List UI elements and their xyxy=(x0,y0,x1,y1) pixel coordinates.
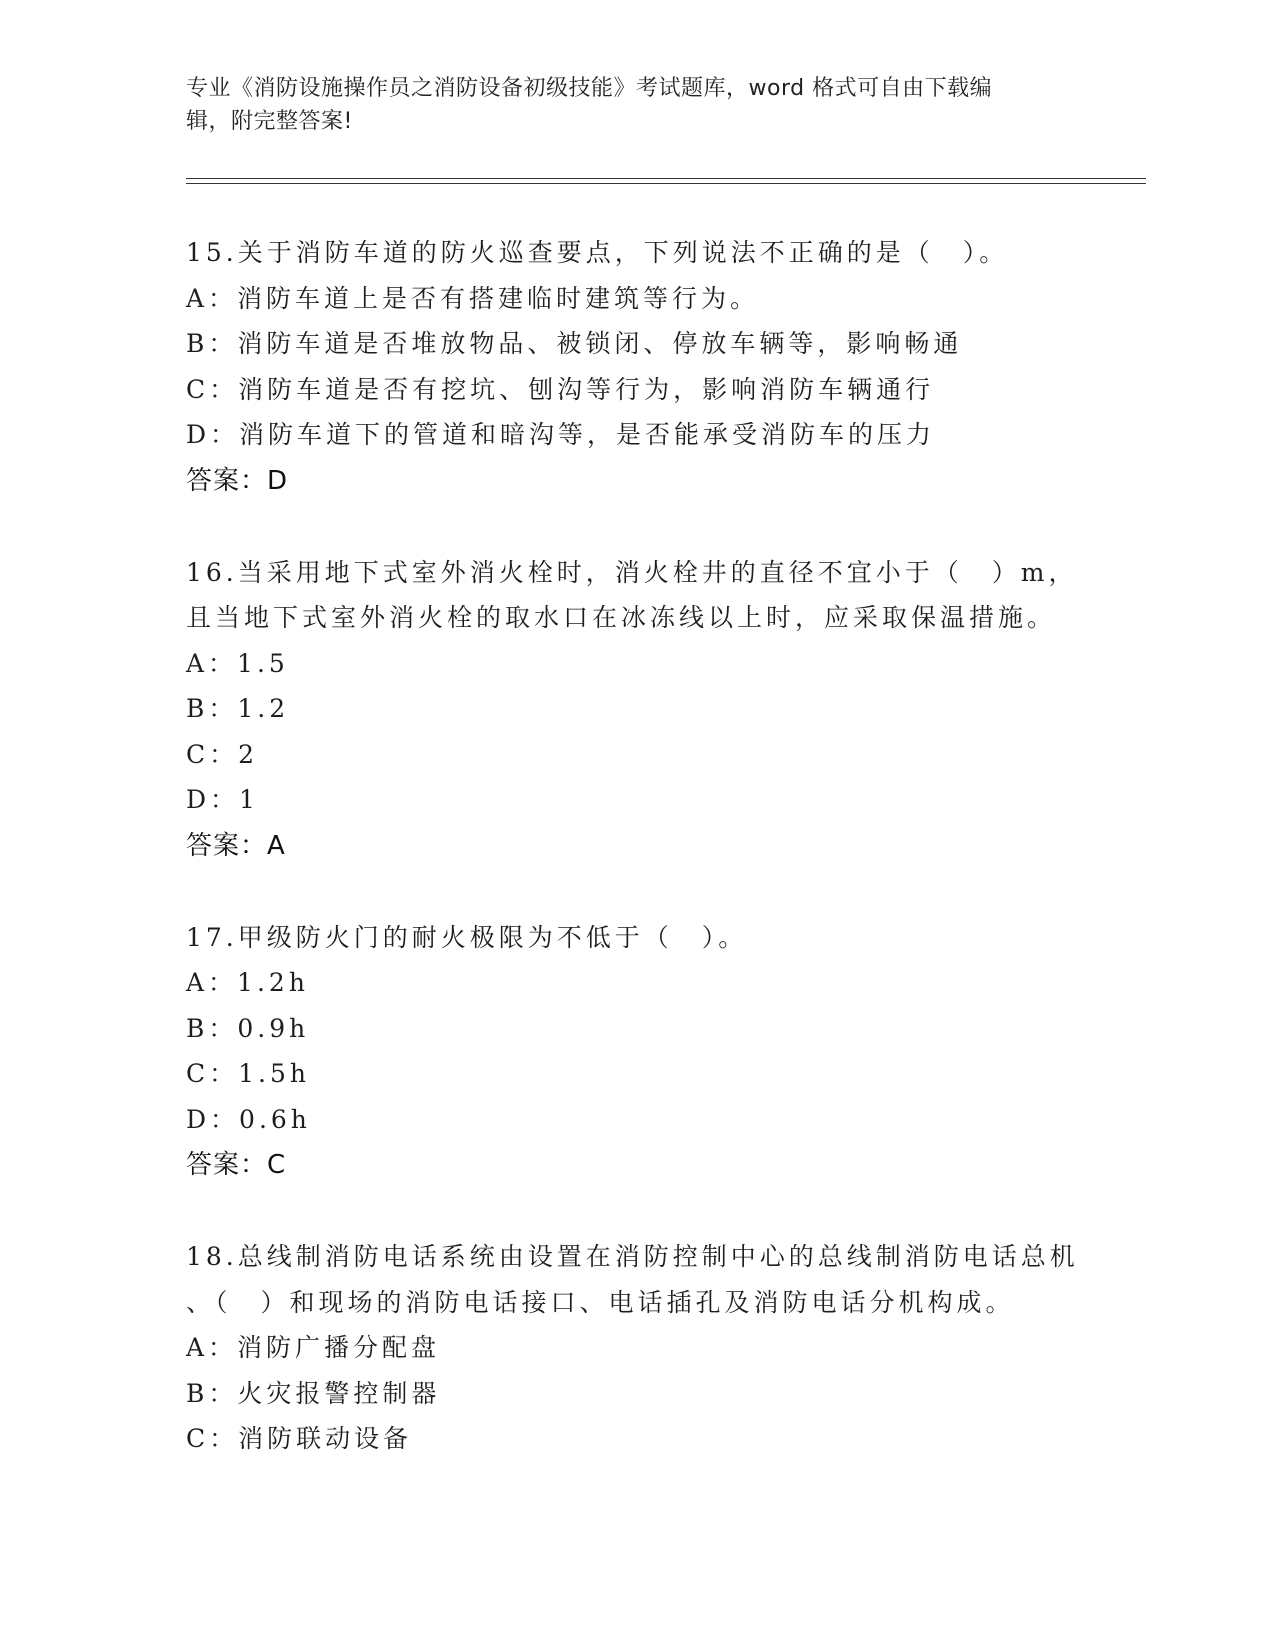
page-header xyxy=(186,72,1086,138)
answer: 答案：A xyxy=(186,830,286,861)
option-d: D：0.6h xyxy=(186,1104,311,1134)
header-line-1: 专业《消防设施操作员之消防设备初级技能》考试题库，word 格式可自由下载编 xyxy=(186,76,993,101)
option-a: A：1.5 xyxy=(186,648,289,678)
question-18 xyxy=(186,1234,1106,1462)
question-stem: 15.关于消防车道的防火巡查要点，下列说法不正确的是（ ）。 xyxy=(186,238,1009,267)
option-c: C：消防车道是否有挖坑、刨沟等行为，影响消防车辆通行 xyxy=(186,374,935,404)
answer: 答案：C xyxy=(186,1150,287,1180)
option-b: B：0.9h xyxy=(186,1013,310,1043)
header-divider-bottom xyxy=(186,183,1146,184)
option-b: B：火灾报警控制器 xyxy=(186,1378,441,1408)
header-divider-top xyxy=(186,178,1146,179)
option-c: C：消防联动设备 xyxy=(186,1424,413,1453)
question-stem: 18.总线制消防电话系统由设置在消防控制中心的总线制消防电话总机 xyxy=(186,1242,1079,1271)
answer: 答案：D xyxy=(186,465,289,496)
question-15 xyxy=(186,230,1106,504)
option-b: B：消防车道是否堆放物品、被锁闭、停放车辆等，影响畅通 xyxy=(186,329,963,358)
option-b: B：1.2 xyxy=(186,694,290,723)
header-line-2: 辑，附完整答案! xyxy=(186,109,353,134)
option-d: D：1 xyxy=(186,785,259,814)
option-c: C：1.5h xyxy=(186,1059,310,1088)
question-list xyxy=(186,230,1106,1508)
question-16 xyxy=(186,550,1106,869)
question-stem: 16.当采用地下式室外消火栓时，消火栓井的直径不宜小于（ ）m， xyxy=(186,557,1078,587)
option-a: A：消防广播分配盘 xyxy=(186,1333,441,1362)
option-c: C：2 xyxy=(186,739,259,769)
option-a: A：消防车道上是否有搭建临时建筑等行为。 xyxy=(186,283,760,313)
question-17 xyxy=(186,915,1106,1189)
question-stem: 17.甲级防火门的耐火极限为不低于（ ）。 xyxy=(186,922,748,952)
question-stem-continued: 且当地下式室外消火栓的取水口在冰冻线以上时，应采取保温措施。 xyxy=(186,603,1057,632)
option-a: A：1.2h xyxy=(186,968,309,997)
question-stem-continued: 、（ ）和现场的消防电话接口、电话插孔及消防电话分机构成。 xyxy=(186,1287,1015,1317)
option-d: D：消防车道下的管道和暗沟等，是否能承受消防车的压力 xyxy=(186,420,936,449)
